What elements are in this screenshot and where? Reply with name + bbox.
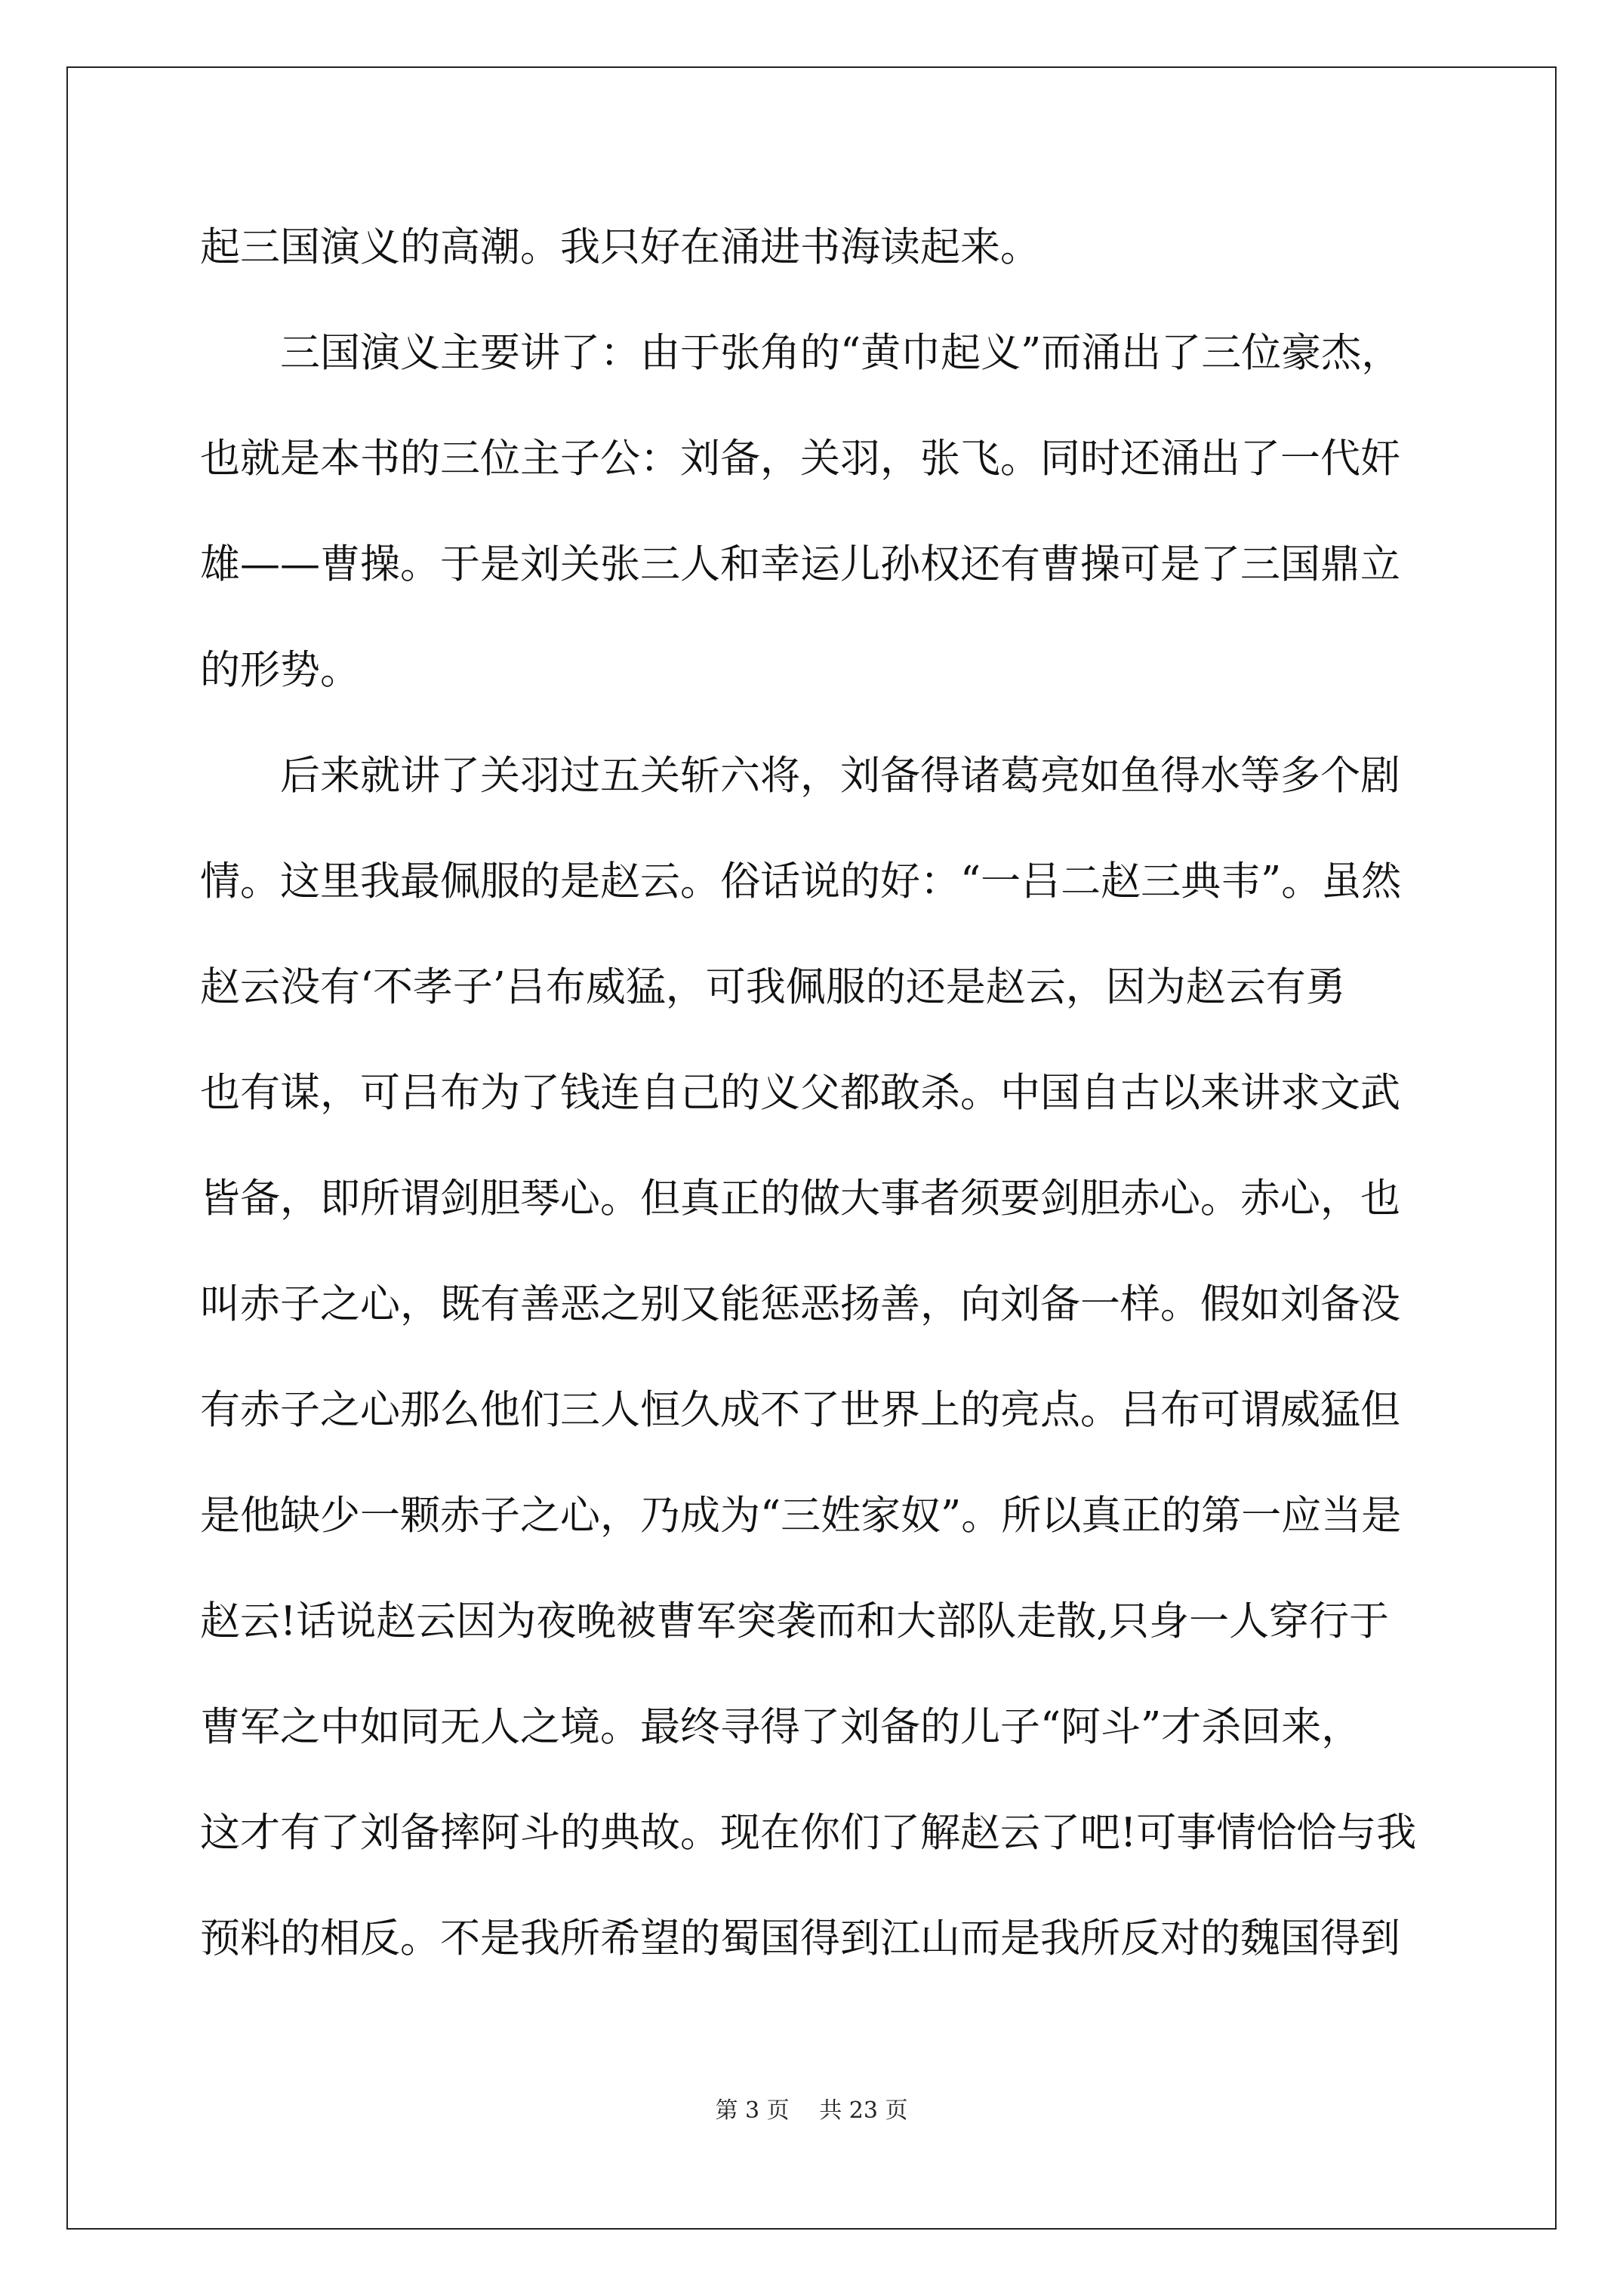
text-line: 也就是本书的三位主子公：刘备，关羽，张飞。同时还涌出了一代奸 bbox=[200, 436, 1400, 482]
text-line: 的形势。 bbox=[200, 647, 360, 693]
page-number-footer: 第 3 页 共 23 页 bbox=[715, 2097, 908, 2124]
text-line: 起三国演义的高潮。我只好在涌进书海读起来。 bbox=[200, 224, 1040, 270]
text-line: 曹军之中如同无人之境。最终寻得了刘备的儿子“阿斗”才杀回来， bbox=[200, 1704, 1362, 1750]
text-line: 赵云没有‘不孝子’吕布威猛，可我佩服的还是赵云，因为赵云有勇 bbox=[200, 964, 1346, 1010]
text-line: 叫赤子之心，既有善恶之别又能惩恶扬善，向刘备一样。假如刘备没 bbox=[200, 1281, 1400, 1327]
text-line: 是他缺少一颗赤子之心，乃成为“三姓家奴”。所以真正的第一应当是 bbox=[200, 1493, 1402, 1539]
text-line: 后来就讲了关羽过五关斩六将，刘备得诸葛亮如鱼得水等多个剧 bbox=[200, 753, 1400, 799]
text-line: 三国演义主要讲了：由于张角的“黄巾起义”而涌出了三位豪杰， bbox=[200, 330, 1402, 376]
text-line: 雄——曹操。于是刘关张三人和幸运儿孙权还有曹操可是了三国鼎立 bbox=[200, 541, 1400, 587]
text-line: 预料的相反。不是我所希望的蜀国得到江山而是我所反对的魏国得到 bbox=[200, 1915, 1400, 1962]
text-line: 皆备，即所谓剑胆琴心。但真正的做大事者须要剑胆赤心。赤心，也 bbox=[200, 1176, 1400, 1222]
text-line: 这才有了刘备摔阿斗的典故。现在你们了解赵云了吧!可事情恰恰与我 bbox=[200, 1810, 1417, 1856]
text-line: 情。这里我最佩服的是赵云。俗话说的好：“一吕二赵三典韦”。虽然 bbox=[200, 858, 1402, 905]
text-line: 赵云!话说赵云因为夜晚被曹军突袭而和大部队走散,只身一人穿行于 bbox=[200, 1598, 1390, 1644]
text-line: 有赤子之心那么他们三人恒久成不了世界上的亮点。吕布可谓威猛但 bbox=[200, 1387, 1400, 1433]
text-line: 也有谋，可吕布为了钱连自己的义父都敢杀。中国自古以来讲求文武 bbox=[200, 1070, 1400, 1116]
